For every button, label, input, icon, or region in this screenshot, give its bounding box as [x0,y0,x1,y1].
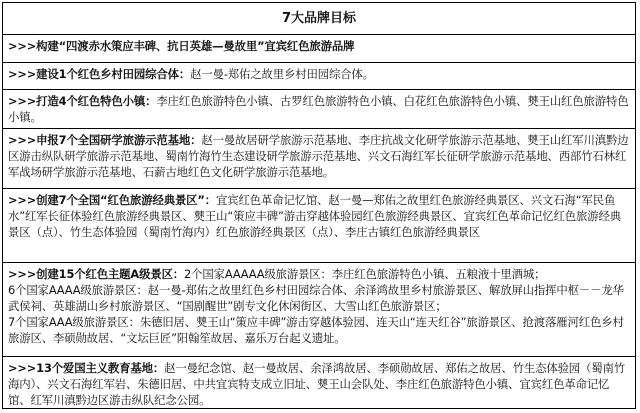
row-rural-complex [3,63,635,90]
row-classic-scenic-areas [3,189,635,263]
row-heading: >>>创建7个全国“红色旅游经典景区”： [8,193,217,207]
row-text: 6个国家AAAA级旅游景区：赵一曼-郑佑之故里红色乡村田园综合体、余泽鸿故里乡村旅游景区、解放屏山指挥中枢－－龙华武侯祠、英雄湖山乡村旅游景区、“国剧醒世”剧专文化休闲街区、大雪山红色旅游景区； [8,283,624,313]
row-text: 李庄红色旅游特色小镇、古罗红色旅游特色小镇、白花红色旅游特色小镇、僰王山红色旅游特色小镇。 [8,94,629,124]
row-text: 赵一曼-郑佑之故里乡村田园综合体。 [190,67,374,81]
row-text: 赵一曼纪念馆、赵一曼故居、余泽鸿故居、李硕勋故居、郑佑之故居、竹生态体验园（蜀南竹海内）、兴文石海红军岩、朱德旧居、中共宜宾特支成立旧址、僰王山会队处、李庄红色旅游特色小镇、宜宾红色革命记忆馆、红军川滇黔边区游击纵队纪念公园。 [8,361,626,407]
row-red-towns [3,90,635,129]
row-heading: >>>构建“四渡赤水策应丰碑、抗日英雄—曼故里”宜宾红色旅游品牌 [8,39,355,53]
row-heading: >>>建设1个红色乡村田园综合体： [8,67,191,81]
row-patriotic-bases [3,357,635,408]
row-heading: >>>申报7个全国研学旅游示范基地： [8,133,202,147]
row-text: 宜宾红色革命记忆馆、赵一曼—郑佑之故里红色旅游经典景区、兴文石海“军民鱼水”红军长征体验红色旅游经典景区、僰王山“策应丰碑”游击穿越体验园红色旅游经典景区、宜宾红色革命记忆红色旅游经典景区（点）、竹生态体验园（蜀南竹海内）红色旅游经典景区（点）、李庄古镇红色旅游经典景区 [8,193,622,239]
row-text: 2个国家AAAAA级旅游景区：李庄红色旅游特色小镇、五粮液十里酒城； [184,267,546,281]
row-heading: >>>创建15个红色主题A级景区： [8,267,185,281]
row-study-bases [3,129,635,189]
row-heading: >>>打造4个红色特色小镇： [8,94,157,108]
row-a-level-scenic-areas [3,263,635,357]
row-brand-building [3,35,635,63]
table-title: 7大品牌目标 [3,3,635,35]
row-text: 赵一曼故居研学旅游示范基地、李庄抗战文化研学旅游示范基地、僰王山红军川滇黔边区游击纵队研学旅游示范基地、蜀南竹海竹生态建设研学旅游示范基地、兴文石海红军长征研学旅游示范基地、西部竹石林红军战场研学旅游示范基地、石薪古地红色文化研学旅游示范基地。 [8,133,629,179]
brand-goals-table [2,2,636,409]
row-text: 7个国家AAA级旅游景区：朱德旧居、僰王山“策应丰碑”游击穿越体验园、连天山“连天红谷”旅游景区、抢渡落雁河红色乡村旅游区、李硕勋故居、“文坛巨匠”阳翰笙故居、嘉乐万台起义遗址。 [8,315,624,345]
row-heading: >>>13个爱国主义教育基地： [8,361,165,375]
